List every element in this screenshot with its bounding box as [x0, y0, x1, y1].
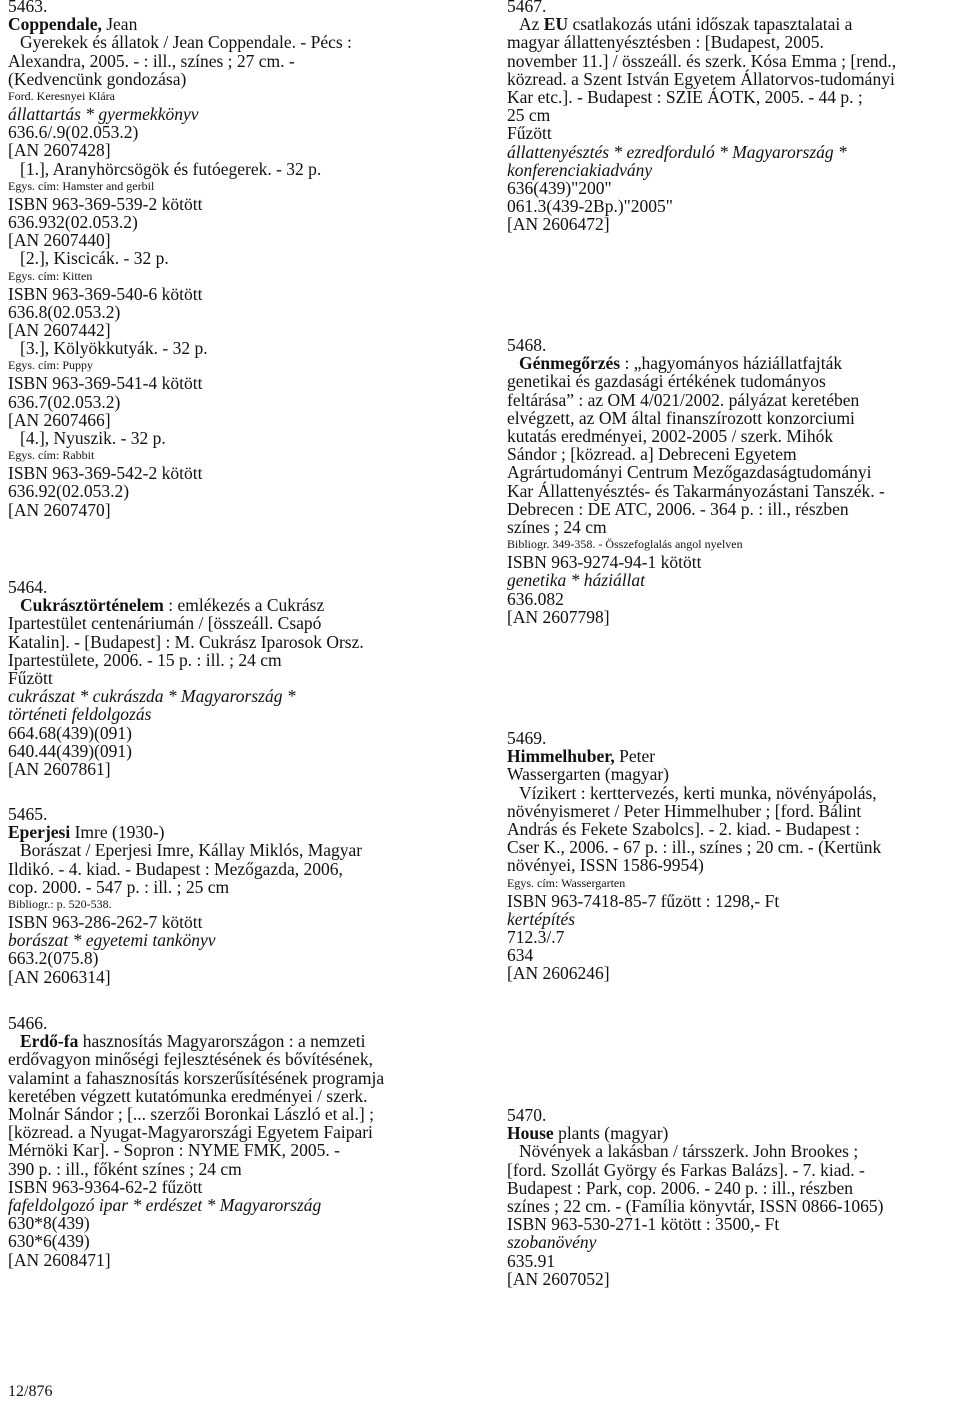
- binding: Fűzött: [507, 123, 552, 144]
- desc-line: Mérnöki Kar]. - Sopron : NYME FMK, 2005. -: [8, 1140, 340, 1161]
- desc-line: színes ; 22 cm. - (Família könyvtár, ISSN 0866-1065): [507, 1196, 884, 1217]
- an-number: [AN 2607861]: [8, 759, 111, 780]
- entry-heading: [507, 15, 896, 33]
- subject-terms: szobanövény: [507, 1232, 597, 1253]
- desc-line: [közread. a Nyugat-Magyarországi Egyetem Faipari: [8, 1122, 373, 1143]
- udc-code: 636.082: [507, 588, 564, 609]
- entry-number: 5467.: [507, 0, 547, 16]
- isbn: ISBN 963-530-271-1 kötött : 3500,- Ft: [507, 1214, 780, 1235]
- entry-5469: [507, 729, 881, 983]
- desc-line: feltárása” : az OM 4/021/2002. pályázat keretében: [507, 389, 860, 410]
- heading-rest: Imre (1930-): [70, 822, 165, 843]
- heading-rest: csatlakozás utáni időszak tapasztalatai a: [568, 14, 853, 35]
- entry-number: 5468.: [507, 335, 547, 355]
- desc-line: keretében végzett kutatómunka eredményei / szerk.: [8, 1085, 368, 1106]
- desc-line: genetikai és gazdasági értékének tudományos: [507, 371, 826, 392]
- subject-terms: fafeldolgozó ipar * erdészet * Magyarország: [8, 1195, 322, 1216]
- desc-line: Kar Állattenyésztés- és Takarmányozástani Tanszék. -: [507, 480, 885, 501]
- desc-line: András és Fekete Szabolcs]. - 2. kiad. - Budapest :: [507, 819, 860, 840]
- part-uniform-title: Egys. cím: Rabbit: [8, 448, 95, 463]
- title-line: Gyerekek és állatok / Jean Coppendale. - Pécs :: [20, 32, 352, 53]
- entry-number: 5469.: [507, 728, 547, 748]
- desc-line: Budapest : Park, cop. 2006. - 240 p. : ill., részben: [507, 1177, 854, 1198]
- desc-line: Ipartestülete, 2006. - 15 p. : ill. ; 24 cm: [8, 649, 282, 670]
- heading-bold: Coppendale,: [8, 14, 102, 35]
- desc-line: Ipartestület centenáriumán / [összeáll. Csapó: [8, 613, 322, 634]
- heading-bold: Génmegőrzés: [519, 353, 621, 374]
- desc-line: Debrecen : DE ATC, 2006. - 364 p. : ill., részben: [507, 498, 849, 519]
- udc-code: 664.68(439)(091): [8, 722, 132, 743]
- entry-5464: [8, 578, 364, 778]
- part-an: [AN 2607470]: [8, 499, 111, 520]
- entry-5468: [507, 336, 885, 626]
- entry-5465: [8, 805, 362, 986]
- heading-rest: Peter: [614, 746, 656, 767]
- part-title: [2.], Kiscicák. - 32 p.: [20, 248, 169, 269]
- part-an: [AN 2607466]: [8, 409, 111, 430]
- desc-line: Molnár Sándor ; [... szerzői Boronkai László et al.] ;: [8, 1104, 374, 1125]
- an-number: [AN 2607052]: [507, 1268, 610, 1289]
- desc-line: növényismeret / Peter Himmelhuber ; [ford. Bálint: [507, 800, 862, 821]
- isbn: ISBN 963-9364-62-2 fűzött: [8, 1176, 203, 1197]
- entry-number: 5465.: [8, 804, 48, 824]
- heading-prefix: Az: [519, 14, 544, 35]
- desc-line: színes ; 24 cm: [507, 517, 607, 538]
- part-title: [1.], Aranyhörcsögök és futóegerek. - 32 p.: [20, 158, 322, 179]
- entry-5466: [8, 1014, 384, 1269]
- part-udc: 636.7(02.053.2): [8, 391, 121, 412]
- subject-terms: állattartás * gyermekkönyv: [8, 104, 199, 125]
- subject-terms: kertépítés: [507, 908, 576, 929]
- part-uniform-title: Egys. cím: Hamster and gerbil: [8, 178, 155, 193]
- entry-number: 5470.: [507, 1105, 547, 1125]
- desc-line: növényei, ISSN 1586-9954): [507, 855, 704, 876]
- udc-code: 061.3(439-2Bp.)"2005": [507, 196, 673, 217]
- desc-line: közread. a Szent István Egyetem Állatorvos-tudományi: [507, 68, 895, 89]
- desc-line: kutatás eredményei, 2002-2005 / szerk. Mihók: [507, 426, 834, 447]
- isbn: ISBN 963-286-262-7 kötött: [8, 912, 203, 933]
- title-line: (Kedvencünk gondozása): [8, 68, 187, 89]
- entry-number: 5464.: [8, 577, 48, 597]
- desc-line: Kar etc.]. - Budapest : SZIE ÁOTK, 2005. - 44 p. ;: [507, 87, 863, 108]
- desc-line: valamint a fahasznosítás korszerűsítésének programja: [8, 1067, 385, 1088]
- entry-heading: [507, 354, 885, 372]
- translator-note: Ford. Keresnyei Klára: [8, 89, 115, 104]
- heading-bold: Cukrásztörténelem: [20, 595, 164, 616]
- heading-bold: Himmelhuber,: [507, 746, 615, 767]
- uniform-title: Wassergarten (magyar): [507, 764, 670, 785]
- udc-code: 640.44(439)(091): [8, 740, 132, 761]
- heading-bold: EU: [543, 14, 569, 35]
- part-uniform-title: Egys. cím: Kitten: [8, 268, 93, 283]
- desc-line: Növények a lakásban / társszerk. John Brookes ;: [519, 1141, 859, 1162]
- desc-line: Agrártudományi Centrum Mezőgazdaságtudományi: [507, 462, 872, 483]
- desc-line: elvégzett, az OM által finanszírozott konzorciumi: [507, 407, 855, 428]
- entry-heading: [507, 747, 881, 765]
- desc-line: 390 p. : ill., főként színes ; 24 cm: [8, 1158, 242, 1179]
- heading-rest: : „hagyományos háziállatfajták: [620, 353, 843, 374]
- desc-line: magyar állattenyésztésben : [Budapest, 2005.: [507, 32, 824, 53]
- udc-code: 636.6/.9(02.053.2): [8, 122, 139, 143]
- subject-terms: történeti feldolgozás: [8, 704, 152, 725]
- heading-rest: hasznosítás Magyarországon : a nemzeti: [78, 1031, 366, 1052]
- desc-line: Cser K., 2006. - 67 p. : ill., színes ; 20 cm. - (Kertünk: [507, 837, 882, 858]
- entry-number: 5463.: [8, 0, 48, 16]
- desc-line: november 11.] / összeáll. és szerk. Kósa Emma ; [rend.,: [507, 50, 897, 71]
- entry-heading: [8, 596, 364, 614]
- desc-line: Katalin]. - [Budapest] : M. Cukrász Iparosok Orsz.: [8, 631, 364, 652]
- desc-line: cop. 2000. - 547 p. : ill. ; 25 cm: [8, 876, 230, 897]
- heading-bold: House: [507, 1123, 554, 1144]
- udc-code: 630*6(439): [8, 1231, 90, 1252]
- part-uniform-title: Egys. cím: Puppy: [8, 358, 94, 373]
- desc-line: Borászat / Eperjesi Imre, Kállay Miklós, Magyar: [20, 840, 363, 861]
- part-udc: 636.932(02.053.2): [8, 212, 138, 233]
- udc-code: 630*8(439): [8, 1213, 90, 1234]
- an-number: [AN 2608471]: [8, 1249, 111, 1270]
- part-isbn: ISBN 963-369-539-2 kötött: [8, 193, 203, 214]
- part-title: [3.], Kölyökkutyák. - 32 p.: [20, 338, 208, 359]
- an-number: [AN 2606314]: [8, 966, 111, 987]
- entry-heading: [8, 823, 362, 841]
- udc-code: 634: [507, 945, 534, 966]
- part-udc: 636.8(02.053.2): [8, 301, 121, 322]
- entry-heading: [507, 1124, 883, 1142]
- subject-terms: állattenyésztés * ezredforduló * Magyarország *: [507, 141, 847, 162]
- entry-heading: [8, 15, 352, 33]
- an-number: [AN 2606246]: [507, 963, 610, 984]
- entry-5470: [507, 1106, 883, 1288]
- part-title: [4.], Nyuszik. - 32 p.: [20, 428, 166, 449]
- desc-line: Vízikert : kerttervezés, kerti munka, növényápolás,: [519, 782, 877, 803]
- note: Bibliogr. 349-358. - Összefoglalás angol nyelven: [507, 537, 743, 552]
- part-udc: 636.92(02.053.2): [8, 481, 130, 502]
- udc-code: 712.3/.7: [507, 927, 565, 948]
- heading-bold: Eperjesi: [8, 822, 71, 843]
- desc-line: [ford. Szollát György és Farkas Balázs]. - 7. kiad. -: [507, 1159, 865, 1180]
- isbn: ISBN 963-9274-94-1 kötött: [507, 552, 702, 573]
- entry-5467: [507, 0, 896, 234]
- desc-line: Ildikó. - 4. kiad. - Budapest : Mezőgazda, 2006,: [8, 858, 343, 879]
- subject-terms: konferenciakiadvány: [507, 159, 653, 180]
- note: Egys. cím: Wassergarten: [507, 875, 626, 890]
- udc-code: 636(439)"200": [507, 178, 612, 199]
- heading-rest: plants (magyar): [553, 1123, 669, 1144]
- heading-rest: Jean: [101, 14, 138, 35]
- isbn: ISBN 963-7418-85-7 fűzött : 1298,- Ft: [507, 890, 780, 911]
- heading-bold: Erdő-fa: [20, 1031, 79, 1052]
- entry-number: 5466.: [8, 1013, 48, 1033]
- heading-rest: : emlékezés a Cukrász: [163, 595, 325, 616]
- subject-terms: borászat * egyetemi tankönyv: [8, 930, 216, 951]
- binding: Fűzött: [8, 668, 53, 689]
- part-an: [AN 2607440]: [8, 230, 111, 251]
- title-line: Alexandra, 2005. - : ill., színes ; 27 cm. -: [8, 50, 295, 71]
- udc-code: 663.2(075.8): [8, 948, 99, 969]
- entry-heading: [8, 1032, 384, 1050]
- part-isbn: ISBN 963-369-542-2 kötött: [8, 463, 203, 484]
- part-isbn: ISBN 963-369-540-6 kötött: [8, 283, 203, 304]
- an-number: [AN 2607428]: [8, 140, 111, 161]
- desc-line: 25 cm: [507, 105, 551, 126]
- subject-terms: genetika * háziállat: [507, 570, 646, 591]
- page-number: 12/876: [8, 1383, 53, 1400]
- part-an: [AN 2607442]: [8, 320, 111, 341]
- udc-code: 635.91: [507, 1250, 556, 1271]
- an-number: [AN 2607798]: [507, 606, 610, 627]
- an-number: [AN 2606472]: [507, 214, 610, 235]
- note: Bibliogr.: p. 520-538.: [8, 897, 112, 912]
- subject-terms: cukrászat * cukrászda * Magyarország *: [8, 686, 296, 707]
- entry-5463: [8, 0, 352, 519]
- desc-line: Sándor ; [közread. a] Debreceni Egyetem: [507, 444, 797, 465]
- desc-line: erdővagyon minőségi fejlesztésének és bővítésének,: [8, 1049, 373, 1070]
- part-isbn: ISBN 963-369-541-4 kötött: [8, 373, 203, 394]
